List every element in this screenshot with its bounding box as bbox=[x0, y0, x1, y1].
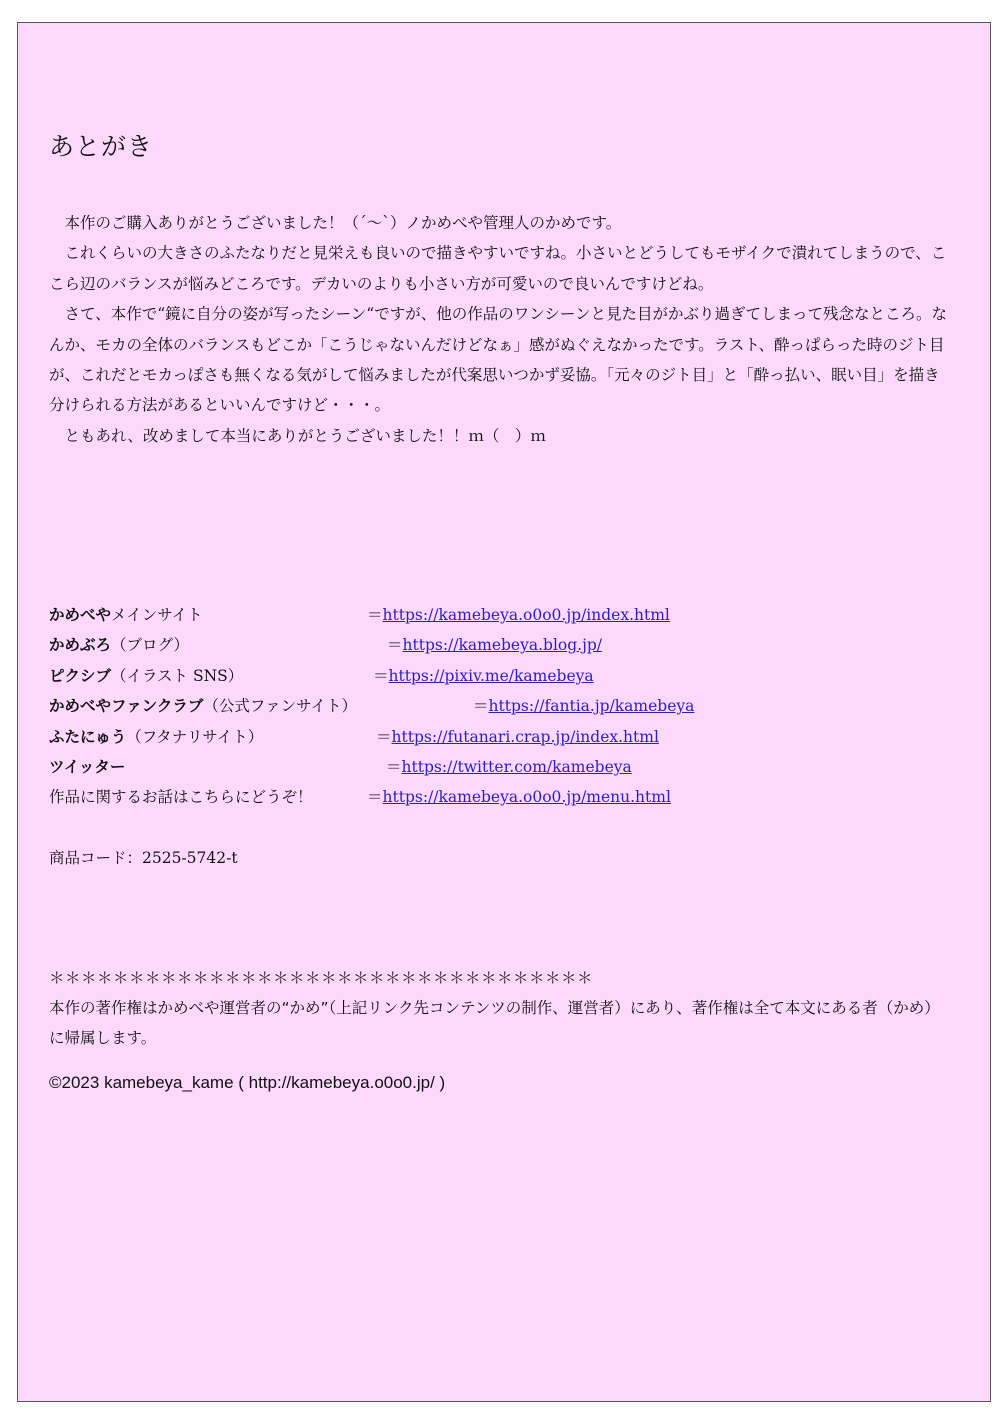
link-note: 作品に関するお話はこちらにどうぞ！ bbox=[49, 788, 313, 807]
link-url-wrapper bbox=[376, 722, 659, 752]
page-title: あとがき bbox=[49, 132, 154, 161]
paragraph: これくらいの大きさのふたなりだと見栄えも良いので描きやすいですね。小さいとどうしてもモザイクで潰れてしまうので、ここら辺のバランスが悩みどころです。デカいのよりも小さい方が可愛いので良いんですけどね。 bbox=[49, 244, 947, 293]
link-note: （イラスト SNS） bbox=[111, 666, 244, 685]
equals-sign: ＝ bbox=[387, 636, 403, 655]
blog-link[interactable]: https://kamebeya.blog.jp/ bbox=[402, 636, 603, 655]
link-url-wrapper bbox=[373, 661, 594, 691]
paragraph: ともあれ、改めまして本当にありがとうございました！！ｍ（ ）ｍ bbox=[49, 426, 546, 445]
menu-link[interactable]: https://kamebeya.o0o0.jp/menu.html bbox=[382, 788, 671, 807]
link-name: ピクシブ bbox=[49, 666, 112, 685]
link-label bbox=[49, 782, 313, 812]
fanclub-link[interactable]: https://fantia.jp/kamebeya bbox=[488, 697, 695, 716]
link-row-blog bbox=[49, 630, 954, 660]
link-label bbox=[49, 691, 357, 721]
paragraph: 本作のご購入ありがとうございました！（´～`）ノかめべや管理人のかめです。 bbox=[49, 214, 622, 232]
pixiv-link[interactable]: https://pixiv.me/kamebeya bbox=[388, 666, 594, 685]
link-label bbox=[49, 661, 243, 691]
copyright-notice: 本作の著作権はかめべや運営者の“かめ”（上記リンク先コンテンツの制作、運営者）にあり、著作権は全て本文にある者（かめ）に帰属します。 bbox=[49, 999, 940, 1047]
link-label bbox=[49, 752, 125, 782]
link-url-wrapper bbox=[473, 691, 694, 721]
link-name: かめぶろ bbox=[49, 636, 112, 655]
equals-sign: ＝ bbox=[373, 666, 389, 685]
link-url-wrapper bbox=[367, 600, 670, 630]
paragraph: さて、本作で“鏡に自分の姿が写ったシーン“ですが、他の作品のワンシーンと見た目がかぶり過ぎてしまって残念なところ。なんか、モカの全体のバランスもどこか「こうじゃないんだけどなぁ」感がぬぐえなかったです。ラスト、酔っぱらった時のジト目が、これだとモカっぽさも無くなる気がして悩みましたが代案思いつかず妥協。「元々のジト目」と「酔っ払い、眠い目」を描き分けられる方法があるといいんですけど・・・。 bbox=[49, 305, 948, 415]
link-label bbox=[49, 722, 263, 752]
separator: ＊＊＊＊＊＊＊＊＊＊＊＊＊＊＊＊＊＊＊＊＊＊＊＊＊＊＊＊＊＊＊＊＊＊ bbox=[49, 969, 594, 987]
equals-sign: ＝ bbox=[376, 727, 392, 746]
link-note: （フタナリサイト） bbox=[126, 727, 264, 746]
product-code: 商品コード：2525-5742-t bbox=[49, 849, 238, 867]
link-name: かめべや bbox=[49, 606, 112, 624]
link-row-main-site bbox=[49, 600, 954, 630]
link-row-futanari bbox=[49, 722, 954, 752]
link-label bbox=[49, 630, 189, 660]
equals-sign: ＝ bbox=[386, 757, 402, 776]
main-site-link[interactable]: https://kamebeya.o0o0.jp/index.html bbox=[382, 606, 670, 624]
futanari-link[interactable]: https://futanari.crap.jp/index.html bbox=[391, 727, 659, 746]
link-row-contact bbox=[49, 782, 954, 812]
equals-sign: ＝ bbox=[367, 788, 383, 807]
link-row-fanclub bbox=[49, 691, 954, 721]
link-row-pixiv bbox=[49, 661, 954, 691]
link-note: （ブログ） bbox=[111, 636, 189, 655]
afterword-body bbox=[49, 208, 954, 451]
equals-sign: ＝ bbox=[367, 606, 383, 624]
link-row-twitter bbox=[49, 752, 954, 782]
twitter-link[interactable]: https://twitter.com/kamebeya bbox=[401, 757, 632, 776]
equals-sign: ＝ bbox=[473, 697, 489, 716]
copyright-credit: ©2023 kamebeya_kame ( http://kamebeya.o0o0.jp/ ) bbox=[49, 1073, 446, 1092]
link-label bbox=[49, 600, 203, 630]
link-name: ふたにゅう bbox=[49, 727, 127, 746]
page bbox=[17, 22, 991, 1402]
link-url-wrapper bbox=[386, 752, 632, 782]
link-name: ツイッター bbox=[49, 757, 126, 776]
link-note: （公式ファンサイト） bbox=[203, 697, 357, 716]
link-url-wrapper bbox=[387, 630, 602, 660]
link-note: メインサイト bbox=[111, 606, 203, 624]
link-name: かめべやファンクラブ bbox=[49, 697, 204, 716]
link-list bbox=[49, 600, 954, 813]
link-url-wrapper bbox=[367, 782, 671, 812]
